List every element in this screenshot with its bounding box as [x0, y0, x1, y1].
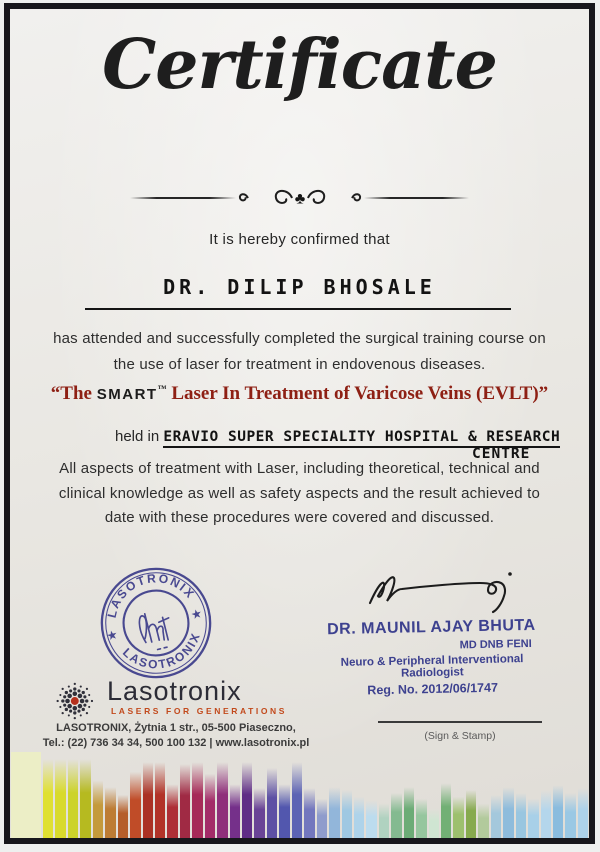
stamp-bottom-text: LASOTRONIX [119, 630, 204, 672]
spectrum-bar [93, 778, 103, 838]
spectrum-bar [155, 759, 165, 838]
held-in-hospital: ERAVIO SUPER SPECIALITY HOSPITAL & RESEARCH [163, 429, 560, 448]
stamp-star-right-icon: ★ [190, 607, 203, 622]
spectrum-bar [565, 791, 575, 838]
body-line-1: has attended and successfully completed the surgical training course on [53, 330, 546, 347]
ornament-line-right [364, 197, 470, 199]
signatory-registration: Reg. No. 2012/06/1747 [367, 680, 499, 698]
spectrum-bars [10, 752, 589, 838]
stamp-top-text: LASOTRONIX [104, 571, 199, 620]
held-in-hospital-line2: CENTRE [472, 446, 531, 462]
spectrum-bar [267, 765, 277, 838]
sign-stamp-label: (Sign & Stamp) [424, 730, 496, 742]
sign-stamp-line [378, 721, 542, 723]
signatory-designation: Neuro & Peripheral Interventional Radiologist [340, 653, 524, 680]
spectrum-bar [342, 788, 352, 838]
certificate-title: Certificate [102, 25, 497, 105]
body2-line-3: date with these procedures were covered and discussed. [104, 509, 495, 526]
spectrum-bar [143, 759, 153, 838]
spectrum-bar [304, 786, 314, 838]
spectrum-bar [541, 788, 551, 838]
spectrum-bar [279, 782, 289, 838]
spectrum-bar [118, 793, 128, 838]
body2-line-2: clinical knowledge as well as safety aspects and the result achieved to [58, 484, 541, 502]
spectrum-bar [553, 783, 563, 838]
spectrum-bar [441, 781, 451, 838]
spectrum-bar [205, 771, 215, 838]
spectrum-bar [516, 791, 526, 838]
trademark-symbol: ™ [157, 383, 167, 394]
spectrum-bar [167, 782, 177, 838]
signatory-name: DR. MAUNIL AJAY BHUTA [326, 616, 536, 639]
spectrum-bar [429, 807, 439, 838]
ornament-divider [130, 185, 469, 211]
signatory-signature-icon [362, 561, 537, 619]
spectrum-bar [416, 797, 426, 838]
spectrum-bar [578, 786, 588, 838]
spectrum-lead [11, 752, 41, 838]
spectrum-bar [292, 759, 302, 838]
lasotronix-round-stamp [86, 553, 227, 694]
body2-line-1: All aspects of treatment with Laser, including theoretical, technical and [59, 460, 540, 477]
signatory-credentials: MD DNB FENI [459, 637, 532, 652]
spectrum-bar [192, 759, 202, 838]
signatory-stamp-block [317, 617, 547, 699]
stamp-star-left-icon: ★ [106, 628, 119, 643]
spectrum-bar [453, 795, 463, 838]
spectrum-bar [80, 756, 90, 838]
spectrum-bar [466, 788, 476, 838]
lasotronix-starburst-icon [54, 675, 106, 727]
spectrum-bar [43, 756, 53, 838]
spectrum-bar [105, 785, 115, 838]
spectrum-bar [478, 802, 488, 838]
lasotronix-tagline: LASERS FOR GENERATIONS [111, 706, 288, 716]
spectrum-bar [491, 793, 501, 838]
spectrum-bar [180, 761, 190, 838]
spectrum-bar [217, 759, 227, 838]
certificate-paper [4, 3, 595, 844]
company-address [28, 721, 324, 751]
course-title-prefix: “The [50, 383, 97, 404]
confirmation-line: It is hereby confirmed that [209, 231, 390, 248]
spectrum-bar [366, 799, 376, 838]
lasotronix-logo-text: Lasotronix [107, 676, 242, 706]
spectrum-bar [317, 797, 327, 838]
spectrum-bar [379, 802, 389, 838]
stamp-signature-icon [137, 608, 175, 652]
spectrum-bar [68, 756, 78, 838]
spectrum-bar [391, 791, 401, 838]
body-paragraph-2 [10, 457, 589, 531]
ornament-line-left [130, 197, 236, 199]
course-title [10, 383, 589, 405]
held-in-row [115, 428, 560, 445]
address-line-2: Tel.: (22) 736 34 34, 500 100 132 | www.lasotronix.pl [42, 737, 310, 749]
address-line-1: LASOTRONIX, Żytnia 1 str., 05-500 Piaseczno, [56, 722, 296, 734]
spectrum-bar [230, 782, 240, 838]
spectrum-bar [254, 786, 264, 838]
spectrum-bar [329, 785, 339, 838]
body-line-2: the use of laser for treatment in endovenous diseases. [113, 356, 486, 373]
spectrum-bar [503, 785, 513, 838]
recipient-name: DR. DILIP BHOSALE [163, 275, 436, 299]
body-paragraph-1 [10, 326, 589, 378]
spectrum-bar [528, 797, 538, 838]
spectrum-bar [242, 759, 252, 838]
spectrum-bar [130, 769, 140, 838]
held-in-label: held in [115, 428, 160, 445]
spectrum-bar [55, 756, 65, 838]
course-brand-word: SMART [96, 386, 158, 403]
ornament-club-glyph: ♣ [294, 190, 305, 208]
spectrum-bar [404, 785, 414, 838]
spectrum-bar [354, 795, 364, 838]
name-underline [85, 308, 511, 310]
ornament-scroll-icon [238, 185, 362, 211]
course-title-suffix: Laser In Treatment of Varicose Veins (EVLT)” [166, 383, 549, 404]
